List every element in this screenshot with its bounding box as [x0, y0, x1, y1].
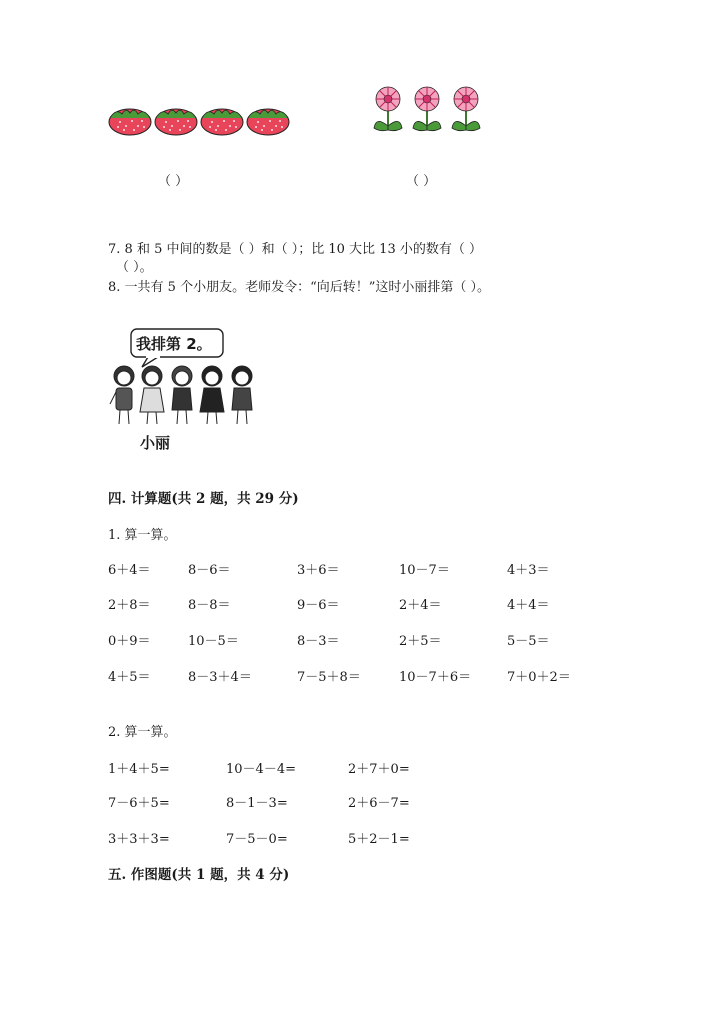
strawberry-row-icon — [108, 104, 292, 138]
problem-2-label: 2. 算一算。 — [108, 725, 177, 740]
calc-cell: 2＋6－7= — [348, 796, 410, 811]
question-8-text: 8. 一共有 5 个小朋友。老师发令：“向后转！”这时小丽排第（ ）。 — [108, 280, 490, 295]
calc-cell: 8－8＝ — [188, 598, 231, 613]
calc-cell: 0＋9＝ — [108, 634, 151, 649]
calc-cell: 2＋5＝ — [399, 634, 442, 649]
problem-1-grid — [108, 563, 668, 693]
calc-cell: 1＋4＋5= — [108, 762, 170, 777]
calc-cell: 10－5＝ — [188, 634, 239, 649]
calc-cell: 2＋8＝ — [108, 598, 151, 613]
child-caption: 小丽 — [140, 434, 171, 452]
calc-cell: 5－5＝ — [507, 634, 550, 649]
flower-row-icon — [370, 86, 484, 134]
calc-cell: 4＋3＝ — [507, 563, 550, 578]
calc-cell: 5＋2－1= — [348, 832, 410, 847]
calc-cell: 8－3＋4＝ — [188, 670, 252, 685]
calc-cell: 2＋7＋0= — [348, 762, 410, 777]
calc-cell: 8－1－3= — [226, 796, 288, 811]
calc-cell: 8－3＝ — [297, 634, 340, 649]
calc-cell: 7－5－0= — [226, 832, 288, 847]
calc-cell: 2＋4＝ — [399, 598, 442, 613]
section-4-title: 四. 计算题(共 2 题，共 29 分) — [108, 491, 299, 507]
calc-cell: 4＋4＝ — [507, 598, 550, 613]
section-5-title: 五. 作图题(共 1 题，共 4 分) — [108, 867, 290, 883]
flower-answer-blank[interactable]: （ ） — [406, 174, 437, 189]
calc-cell: 3＋3＋3= — [108, 832, 170, 847]
calc-cell: 4＋5＝ — [108, 670, 151, 685]
calc-cell: 3＋6＝ — [297, 563, 340, 578]
calc-cell: 10－7＋6＝ — [399, 670, 472, 685]
calc-cell: 7－5＋8＝ — [297, 670, 361, 685]
question-7-line-2: （ ）。 — [116, 260, 153, 275]
calc-cell: 9－6＝ — [297, 598, 340, 613]
children-illustration — [106, 328, 266, 456]
calc-cell: 10－7＝ — [399, 563, 450, 578]
child-figures-icon — [106, 362, 266, 432]
calc-cell: 7＋0＋2＝ — [507, 670, 571, 685]
calc-cell: 8－6＝ — [188, 563, 231, 578]
calc-cell: 6＋4＝ — [108, 563, 151, 578]
calc-cell: 7－6＋5= — [108, 796, 170, 811]
strawberry-answer-blank[interactable]: （ ） — [158, 174, 189, 189]
problem-2-grid — [108, 762, 508, 852]
question-7-line-1: 7. 8 和 5 中间的数是（ ）和（ ）；比 10 大比 13 小的数有（ ） — [108, 242, 482, 257]
calc-cell: 10－4－4= — [226, 762, 296, 777]
problem-1-label: 1. 算一算。 — [108, 528, 177, 543]
speech-bubble-text: 我排第 2。 — [136, 335, 212, 353]
